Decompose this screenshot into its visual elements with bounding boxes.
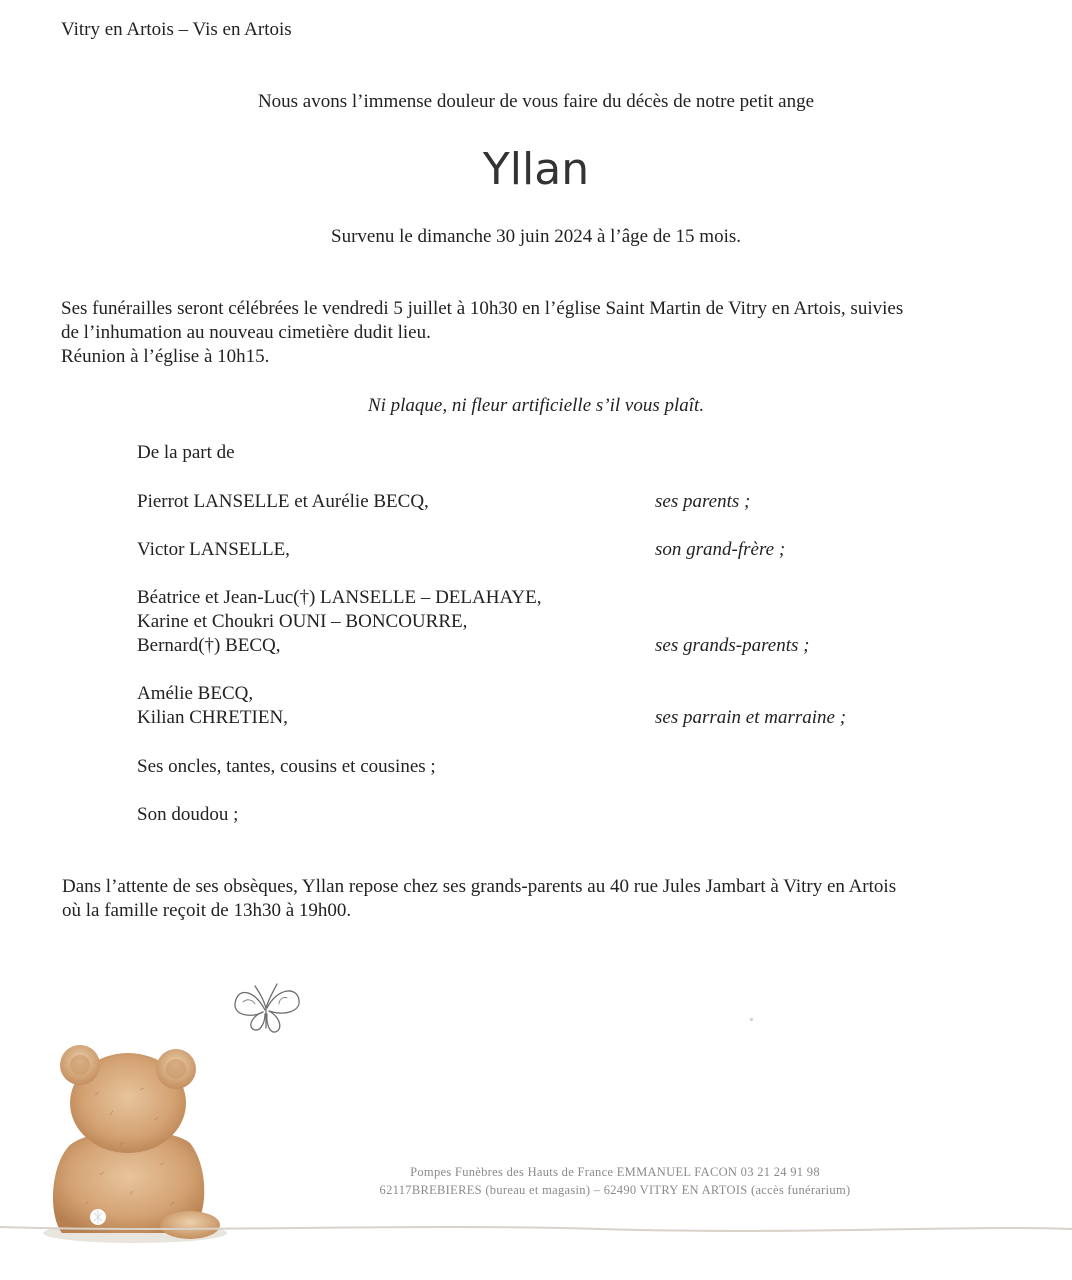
family-group xyxy=(137,586,977,658)
footer-line: 62117BREBIERES (bureau et magasin) – 62490 VITRY EN ARTOIS (accès funérarium) xyxy=(379,1183,851,1197)
family-group xyxy=(137,682,977,730)
from-label: De la part de xyxy=(137,442,235,463)
speck xyxy=(750,1018,753,1021)
closing-text xyxy=(62,875,1022,923)
ground-line xyxy=(0,1215,1072,1245)
closing-line: où la famille reçoit de 13h30 à 19h00. xyxy=(62,900,352,921)
family-relation: ses parents ; xyxy=(655,491,751,512)
family-name: Victor LANSELLE, xyxy=(137,539,290,560)
location-header: Vitry en Artois – Vis en Artois xyxy=(61,19,292,40)
family-name: Ses oncles, tantes, cousins et cousines ; xyxy=(137,756,436,777)
deceased-name: Yllan xyxy=(482,144,590,195)
death-date: Survenu le dimanche 30 juin 2024 à l’âge de 15 mois. xyxy=(331,226,741,247)
family-name: Amélie BECQ, xyxy=(137,683,254,704)
family-relation: ses parrain et marraine ; xyxy=(655,707,847,728)
family-group xyxy=(137,803,977,827)
butterfly-icon xyxy=(225,968,310,1043)
footer-line: Pompes Funèbres des Hauts de France EMMANUEL FACON 03 21 24 91 98 xyxy=(410,1165,820,1179)
family-name: Bernard(†) BECQ, xyxy=(137,635,281,656)
family-group xyxy=(137,755,977,779)
family-name: Pierrot LANSELLE et Aurélie BECQ, xyxy=(137,491,429,512)
funeral-line: de l’inhumation au nouveau cimetière dudit lieu. xyxy=(61,322,431,343)
closing-line: Dans l’attente de ses obsèques, Yllan repose chez ses grands-parents au 40 rue Jules Jambart à Vitry en Artois xyxy=(62,876,897,897)
family-name: Son doudou ; xyxy=(137,804,239,825)
family-group xyxy=(137,538,977,562)
funeral-home-footer xyxy=(0,1163,1072,1199)
funeral-line: Ses funérailles seront célébrées le vendredi 5 juillet à 10h30 en l’église Saint Martin de Vitry en Artois, suivies xyxy=(61,298,904,319)
family-name: Kilian CHRETIEN, xyxy=(137,707,288,728)
announcement-intro: Nous avons l’immense douleur de vous faire du décès de notre petit ange xyxy=(257,91,815,112)
funeral-line: Réunion à l’église à 10h15. xyxy=(61,346,270,367)
family-relation: son grand-frère ; xyxy=(655,539,786,560)
family-name: Karine et Choukri OUNI – BONCOURRE, xyxy=(137,611,468,632)
family-group xyxy=(137,490,977,514)
flower-request: Ni plaque, ni fleur artificielle s’il vous plaît. xyxy=(367,395,705,416)
family-relation: ses grands-parents ; xyxy=(655,635,810,656)
funeral-details xyxy=(61,297,1021,369)
family-name: Béatrice et Jean-Luc(†) LANSELLE – DELAHAYE, xyxy=(137,587,542,608)
